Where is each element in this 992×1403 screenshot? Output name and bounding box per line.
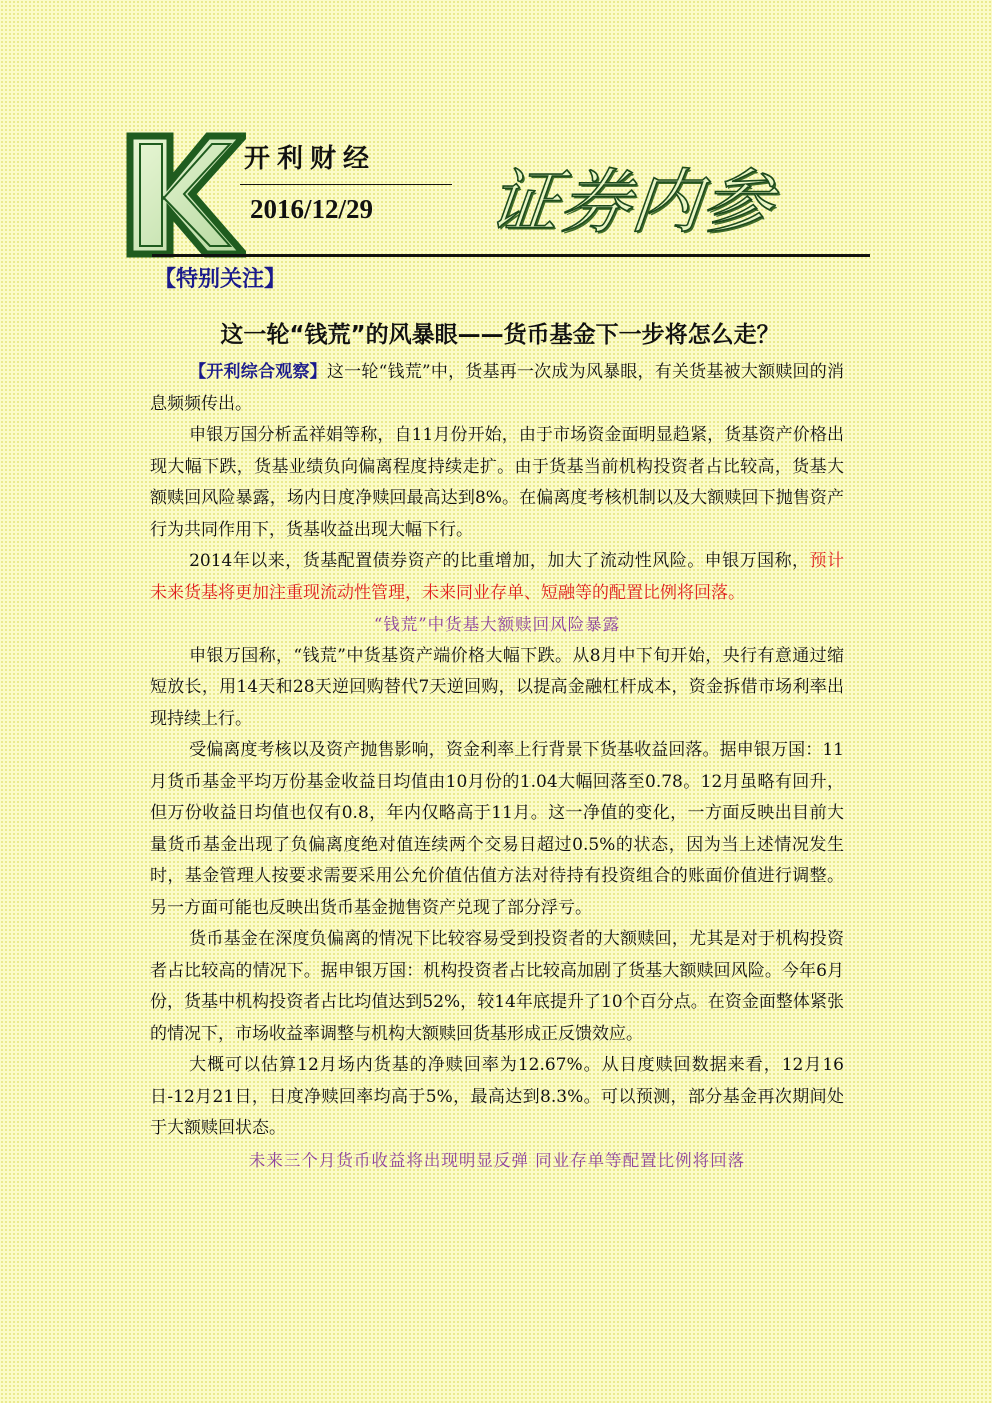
paragraph-1 xyxy=(150,357,844,420)
article-body xyxy=(150,357,844,1176)
paragraph-5: 受偏离度考核以及资产抛售影响，资金利率上行背景下货基收益回落。据申银万国：11月货币基金平均万份基金收益日均值由10月份的1.04大幅回落至0.78。12月虽略有回升，但万份收益日均值也仅有0.8，年内仅略高于11月。这一净值的变化，一方面反映出目前大量货币基金出现了负偏离度绝对值连续两个交易日超过0.5%的状态，因为当上述情况发生时，基金管理人按要求需要采用公允价值估值方法对待持有投资组合的账面价值进行调整。另一方面可能也反映出货币基金抛售资产兑现了部分浮亏。 xyxy=(150,740,844,918)
paragraph-4: 申银万国称，“钱荒”中货基资产端价格大幅下跌。从8月中下旬开始，央行有意通过缩短放长，用14天和28天逆回购替代7天逆回购，以提高金融杠杆成本，资金拆借市场利率出现持续上行。 xyxy=(150,645,844,729)
header-rule xyxy=(152,254,870,257)
kaili-logo-icon xyxy=(126,128,246,260)
paragraph-2: 申银万国分析孟祥娟等称，自11月份开始，由于市场资金面明显趋紧，货基资产价格出现大幅下跌，货基业绩负向偏离程度持续走扩。由于货基当前机构投资者占比较高，货基大额赎回风险暴露，场内日度净赎回最高达到8%。在偏离度考核机制以及大额赎回下抛售资产行为共同作用下，货基收益出现大幅下行。 xyxy=(150,425,844,540)
brand-name: 开利财经 xyxy=(244,144,377,174)
paragraph-3 xyxy=(150,546,844,609)
paragraph-6: 货币基金在深度负偏离的情况下比较容易受到投资者的大额赎回，尤其是对于机构投资者占比较高的情况下。据申银万国：机构投资者占比较高加剧了货基大额赎回风险。今年6月份，货基中机构投资者占比均值达到52%，较14年底提升了10个百分点。在资金面整体紧张的情况下，市场收益率调整与机构大额赎回货基形成正反馈效应。 xyxy=(150,929,844,1044)
paragraph-3-highlight: 预计未来货基将更加注重现流动性管理，未来同业存单、短融等的配置比例将回落。 xyxy=(150,551,845,603)
subheading-2: 未来三个月货币收益将出现明显反弹 同业存单等配置比例将回落 xyxy=(248,1150,746,1170)
column-title: 证券内参 xyxy=(485,161,778,243)
section-tag: 【特别关注】 xyxy=(154,267,287,292)
paragraph-1-text: 这一轮“钱荒”中，货基再一次成为风暴眼，有关货基被大额赎回的消息频频传出。 xyxy=(150,362,844,414)
article-headline: 这一轮“钱荒”的风暴眼——货币基金下一步将怎么走？ xyxy=(220,322,780,348)
lead-tag: 【开利综合观察】 xyxy=(189,362,327,382)
brand-underline xyxy=(240,184,452,185)
paragraph-7: 大概可以估算12月场内货基的净赎回率为12.67%。从日度赎回数据来看，12月16日-12月21日，日度净赎回率均高于5%，最高达到8.3%。可以预测，部分基金再次期间处于大额赎回状态。 xyxy=(150,1055,844,1138)
issue-date: 2016/12/29 xyxy=(250,194,374,224)
subheading-1: “钱荒”中货基大额赎回风险暴露 xyxy=(373,615,621,634)
paragraph-3-text: 2014年以来，货基配置债券资产的比重增加，加大了流动性风险。申银万国称， xyxy=(189,551,810,571)
